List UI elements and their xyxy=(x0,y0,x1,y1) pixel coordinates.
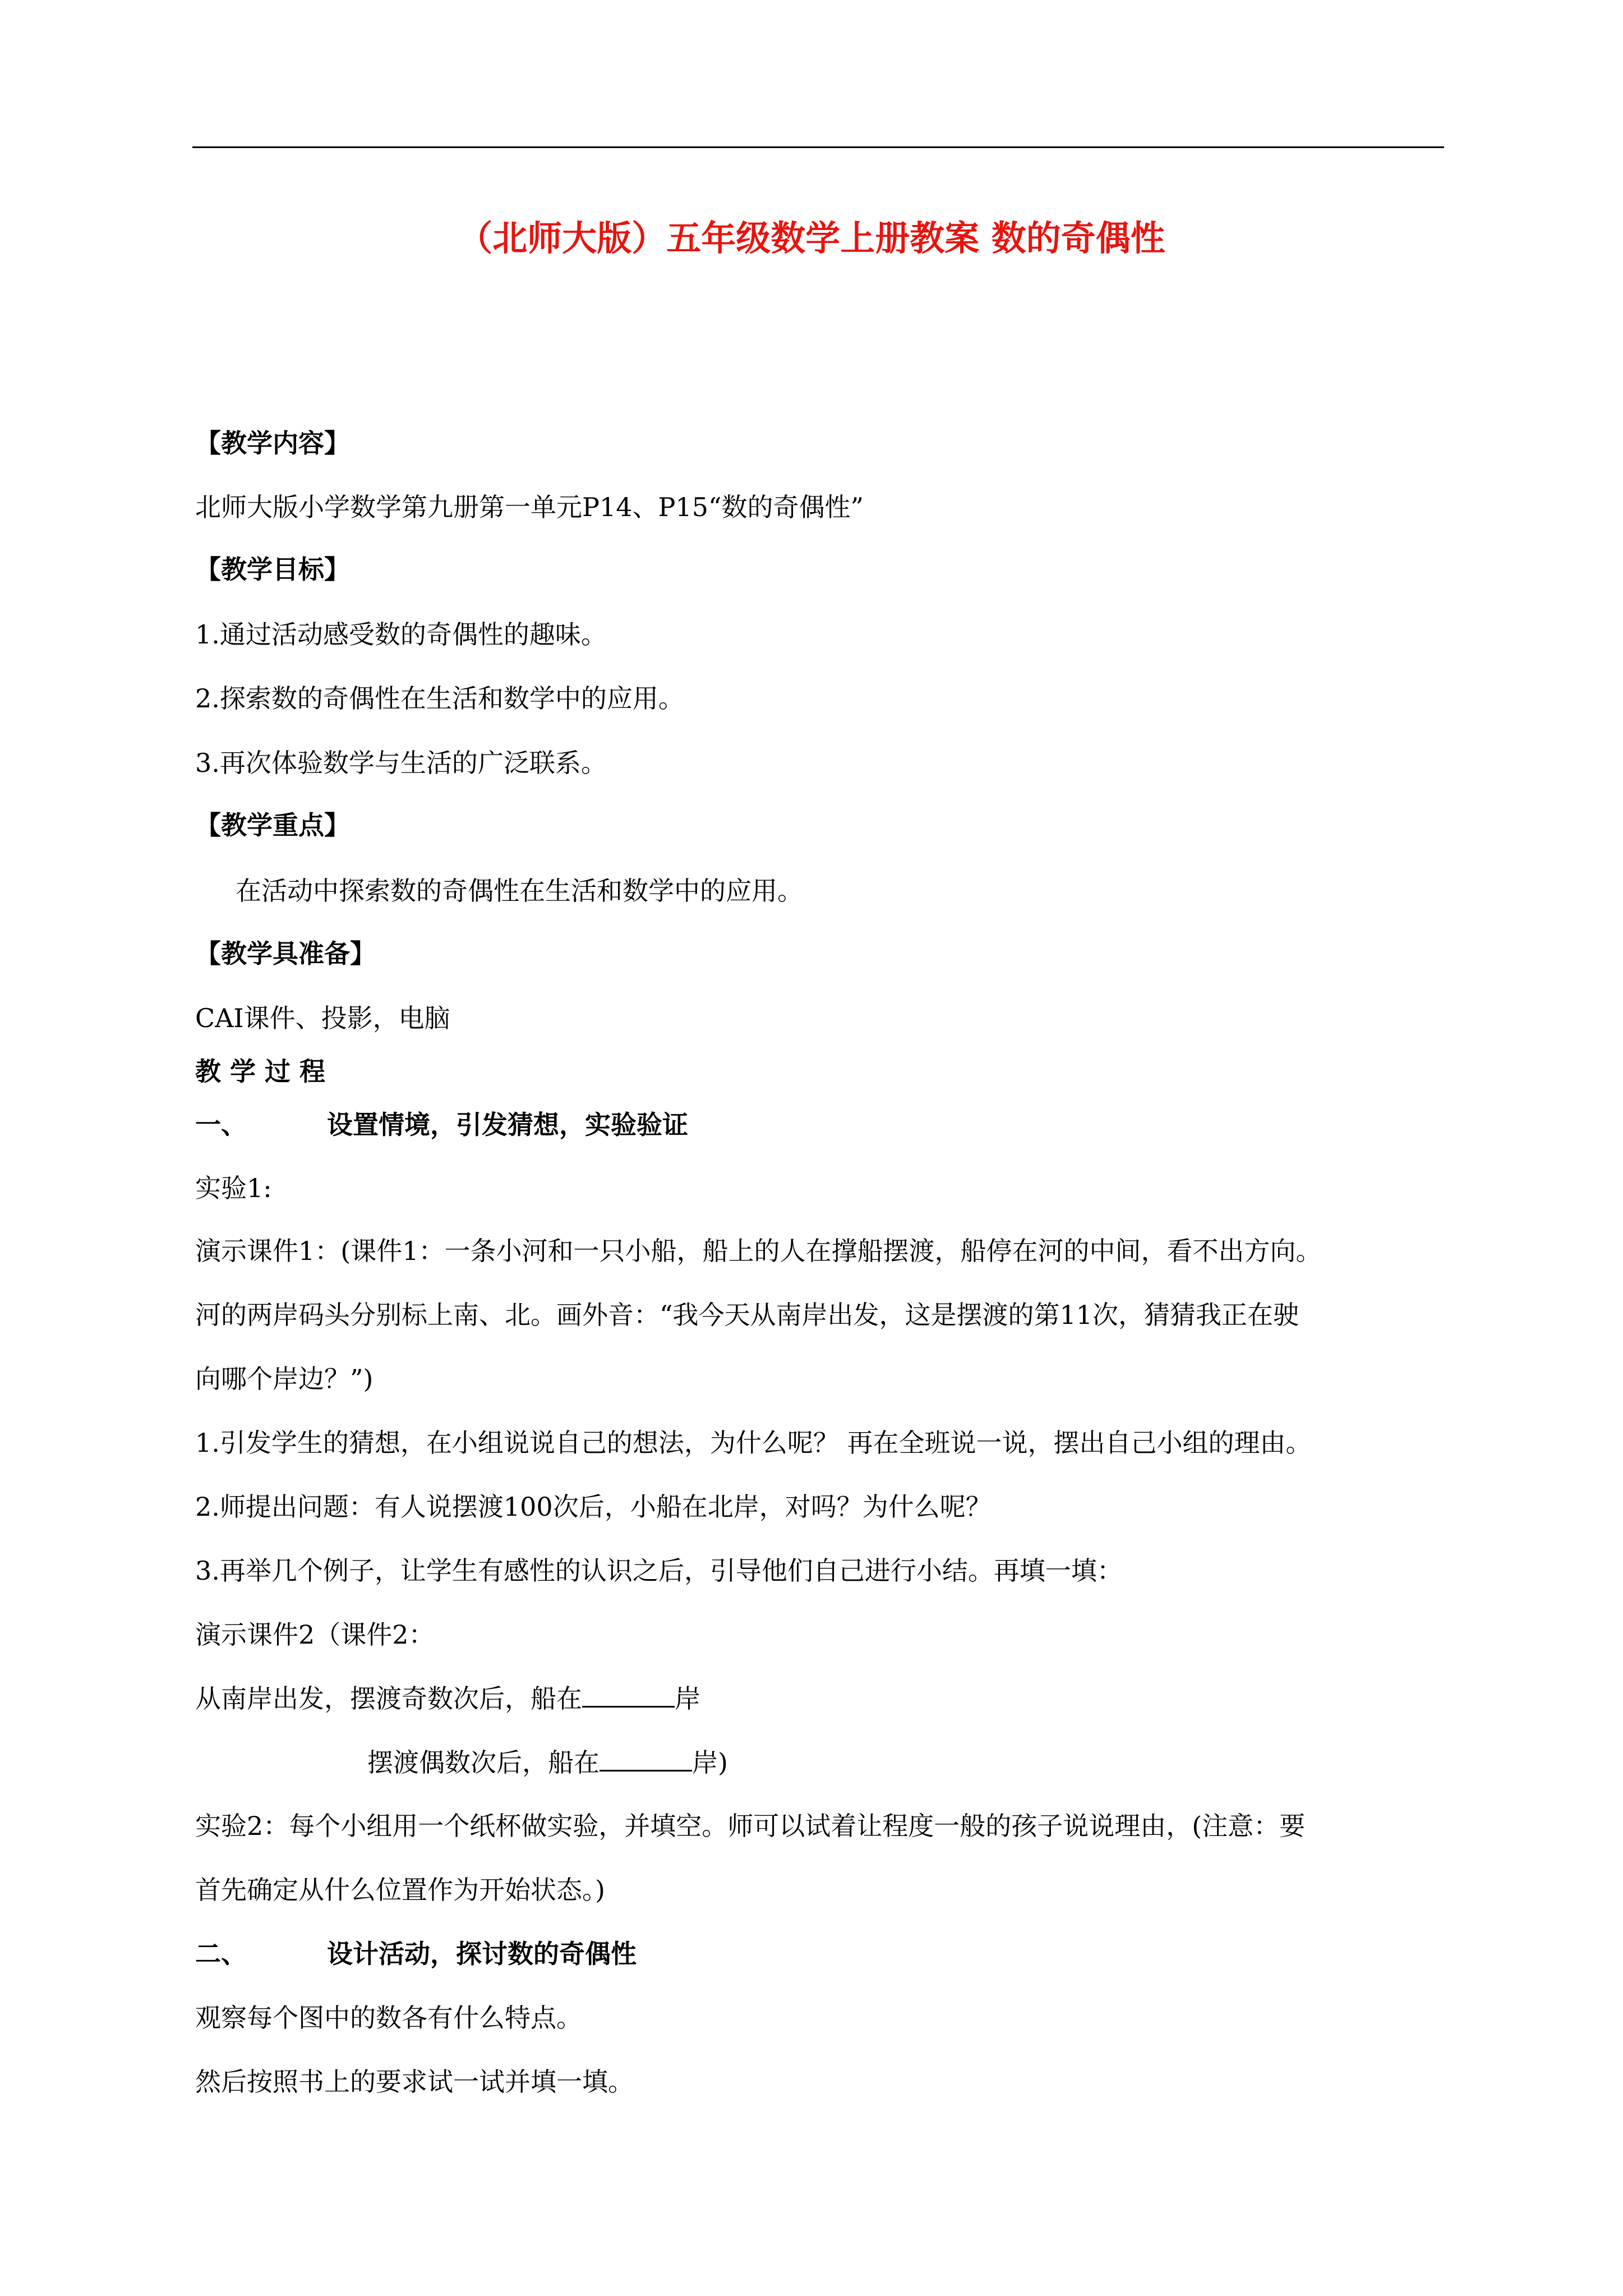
then-text: 然后按照书上的要求试一试并填一填。 xyxy=(195,2067,634,2097)
experiment-two-line: 实验2：每个小组用一个纸杯做实验，并填空。师可以试着让程度一般的孩子说说理由，(注意：要 xyxy=(195,1811,1306,1841)
fill-in-blank xyxy=(582,1683,675,1708)
observe-text: 观察每个图中的数各有什么特点。 xyxy=(195,2003,582,2033)
demo-two-label: 演示课件2（课件2： xyxy=(195,1619,435,1650)
section-two-title: 设计活动，探讨数的奇偶性 xyxy=(327,1939,637,1969)
fill-in-blank xyxy=(600,1747,692,1772)
content-text: 北师大版小学数学第九册第一单元P14、P15“数的奇偶性” xyxy=(195,492,864,522)
keypoints-text: 在活动中探索数的奇偶性在生活和数学中的应用。 xyxy=(236,876,803,906)
step-item: 3.再举几个例子，让学生有感性的认识之后，引导他们自己进行小结。再填一填： xyxy=(195,1556,1123,1586)
step-item: 1.引发学生的猜想，在小组说说自己的想法，为什么呢？ 再在全班说一说，摆出自己小组的理由。 xyxy=(195,1428,1312,1458)
demo-one-line: 演示课件1：(课件1：一条小河和一只小船，船上的人在撑船摆渡，船停在河的中间，看不出方向。 xyxy=(195,1236,1322,1266)
content-heading: 【教学内容】 xyxy=(195,428,350,458)
section-one-title: 设置情境，引发猜想，实验验证 xyxy=(327,1110,688,1140)
step-item: 2.师提出问题：有人说摆渡100次后，小船在北岸，对吗？为什么呢？ xyxy=(195,1492,992,1522)
prep-heading: 【教学具准备】 xyxy=(195,938,376,969)
fill-in-prefix: 摆渡偶数次后，船在 xyxy=(367,1747,600,1778)
section-one-heading xyxy=(195,1108,688,1142)
document-title: （北师大版）五年级数学上册教案 数的奇偶性 xyxy=(458,218,1165,259)
experiment-one-label: 实验1: xyxy=(195,1173,272,1203)
experiment-two-line: 首先确定从什么位置作为开始状态。) xyxy=(195,1875,605,1905)
fill-in-line xyxy=(195,1682,700,1715)
section-two-number: 二、 xyxy=(195,1939,247,1969)
section-two-heading xyxy=(195,1937,637,1971)
header-rule xyxy=(192,146,1444,148)
objective-item: 2.探索数的奇偶性在生活和数学中的应用。 xyxy=(195,683,684,714)
fill-in-suffix: 岸) xyxy=(692,1747,728,1778)
objective-item: 1.通过活动感受数的奇偶性的趣味。 xyxy=(195,619,607,650)
section-one-number: 一、 xyxy=(195,1110,247,1140)
fill-in-line xyxy=(367,1746,728,1779)
prep-text: CAI课件、投影，电脑 xyxy=(195,1003,450,1033)
fill-in-suffix: 岸 xyxy=(675,1683,700,1714)
keypoints-heading: 【教学重点】 xyxy=(195,810,350,840)
objective-item: 3.再次体验数学与生活的广泛联系。 xyxy=(195,748,607,778)
objectives-heading: 【教学目标】 xyxy=(195,554,350,585)
fill-in-prefix: 从南岸出发，摆渡奇数次后，船在 xyxy=(195,1683,582,1714)
process-heading: 教 学 过 程 xyxy=(195,1056,326,1087)
demo-one-line: 河的两岸码头分别标上南、北。画外音：“我今天从南岸出发，这是摆渡的第11次，猜猜我正在驶 xyxy=(195,1300,1299,1330)
demo-one-line: 向哪个岸边？”) xyxy=(195,1364,374,1394)
